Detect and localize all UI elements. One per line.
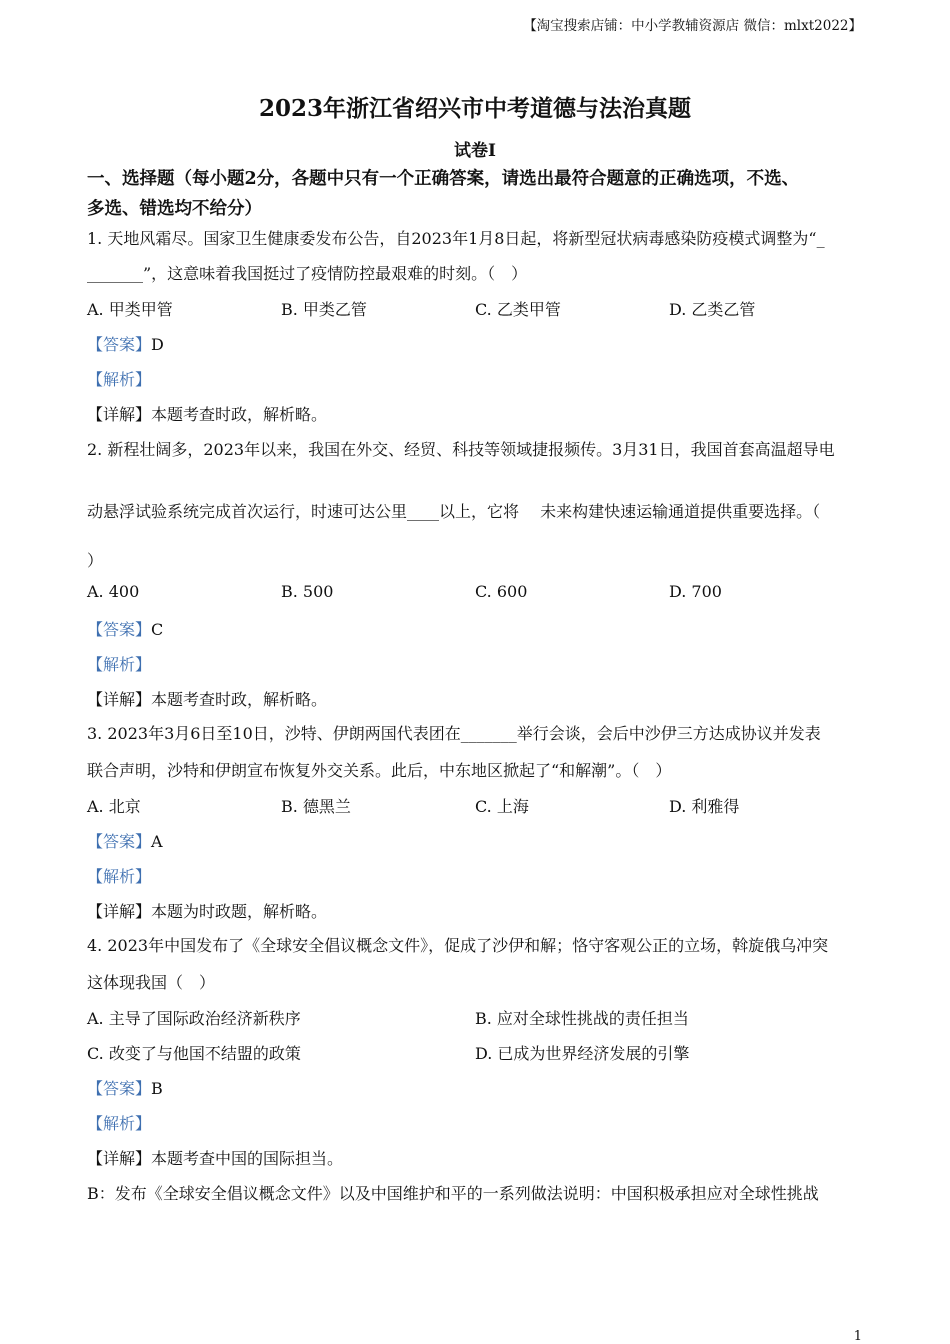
q2-stem-line1: 2. 新程壮阔多，2023年以来，我国在外交、经贸、科技等领域捷报频传。3月31日，我国首套高温超导电 bbox=[87, 440, 835, 459]
q2-stem-line2: 动悬浮试验系统完成首次运行，时速可达公里____以上，它将 未来构建快速运输通道提供重要选择。（ bbox=[87, 502, 821, 521]
q3-stem-line2: 联合声明，沙特和伊朗宣布恢复外交关系。此后，中东地区掀起了“和解潮”。（ ） bbox=[87, 761, 672, 780]
q2-option-a: A. 400 bbox=[87, 582, 140, 601]
q1-answer-value: D bbox=[151, 335, 164, 354]
q4-analysis-tag: 【解析】 bbox=[87, 1114, 152, 1133]
page-title: 2023年浙江省绍兴市中考道德与法治真题 bbox=[258, 95, 691, 122]
q4-explanation: B：发布《全球安全倡议概念文件》以及中国维护和平的一系列做法说明：中国积极承担应对全球性挑战 bbox=[87, 1184, 819, 1203]
q3-option-b: B. 德黑兰 bbox=[281, 797, 351, 816]
paper-subtitle: 试卷I bbox=[454, 141, 496, 161]
answer-tag: 【答案】 bbox=[87, 335, 152, 354]
q4-answer bbox=[87, 1076, 163, 1099]
q4-stem-line2: 这体现我国（ ） bbox=[87, 973, 216, 992]
q2-option-d: D. 700 bbox=[669, 582, 722, 601]
q1-option-b: B. 甲类乙管 bbox=[281, 300, 367, 319]
q3-option-a: A. 北京 bbox=[87, 797, 141, 816]
q2-stem-line3: ） bbox=[87, 551, 104, 570]
q4-stem-line1: 4. 2023年中国发布了《全球安全倡议概念文件》，促成了沙伊和解；恪守客观公正的立场，斡旋俄乌冲突 bbox=[87, 936, 829, 955]
q3-analysis-tag: 【解析】 bbox=[87, 867, 152, 886]
q4-option-c: C. 改变了与他国不结盟的政策 bbox=[87, 1044, 301, 1063]
q2-option-b: B. 500 bbox=[281, 582, 334, 601]
q4-option-d: D. 已成为世界经济发展的引擎 bbox=[475, 1044, 690, 1063]
q4-option-a: A. 主导了国际政治经济新秩序 bbox=[87, 1009, 301, 1028]
q1-stem-line1: 1. 天地风霜尽。国家卫生健康委发布公告，自2023年1月8日起，将新型冠状病毒感染防疫模式调整为“_ bbox=[87, 229, 825, 248]
page-header-note: 【淘宝搜索店铺：中小学教辅资源店 微信：mlxt2022】 bbox=[523, 18, 862, 34]
q3-detail: 【详解】本题为时政题，解析略。 bbox=[87, 902, 328, 921]
q3-stem-line1: 3. 2023年3月6日至10日，沙特、伊朗两国代表团在_______举行会谈，会后中沙伊三方达成协议并发表 bbox=[87, 724, 821, 743]
q2-answer bbox=[87, 617, 163, 640]
answer-tag: 【答案】 bbox=[87, 832, 152, 851]
page-number: 1 bbox=[853, 1329, 862, 1344]
section-heading-line1: 一、选择题（每小题2分，各题中只有一个正确答案，请选出最符合题意的正确选项，不选、 bbox=[87, 169, 800, 189]
q1-stem-line2: _______”，这意味着我国挺过了疫情防控最艰难的时刻。（ ） bbox=[87, 264, 528, 283]
q2-answer-value: C bbox=[151, 620, 164, 639]
answer-tag: 【答案】 bbox=[87, 620, 152, 639]
q3-option-d: D. 利雅得 bbox=[669, 797, 740, 816]
q1-answer bbox=[87, 332, 164, 355]
q3-option-c: C. 上海 bbox=[475, 797, 529, 816]
q3-answer bbox=[87, 829, 163, 852]
q4-detail: 【详解】本题考查中国的国际担当。 bbox=[87, 1149, 344, 1168]
q1-option-c: C. 乙类甲管 bbox=[475, 300, 561, 319]
q2-analysis-tag: 【解析】 bbox=[87, 655, 152, 674]
q1-option-d: D. 乙类乙管 bbox=[669, 300, 756, 319]
q2-detail: 【详解】本题考查时政，解析略。 bbox=[87, 690, 328, 709]
q1-option-a: A. 甲类甲管 bbox=[87, 300, 173, 319]
q1-analysis-tag: 【解析】 bbox=[87, 370, 152, 389]
q4-answer-value: B bbox=[151, 1079, 163, 1098]
q4-option-b: B. 应对全球性挑战的责任担当 bbox=[475, 1009, 689, 1028]
answer-tag: 【答案】 bbox=[87, 1079, 152, 1098]
q3-answer-value: A bbox=[151, 832, 163, 851]
q1-detail: 【详解】本题考查时政，解析略。 bbox=[87, 405, 328, 424]
q2-option-c: C. 600 bbox=[475, 582, 528, 601]
section-heading-line2: 多选、错选均不给分） bbox=[87, 199, 262, 219]
